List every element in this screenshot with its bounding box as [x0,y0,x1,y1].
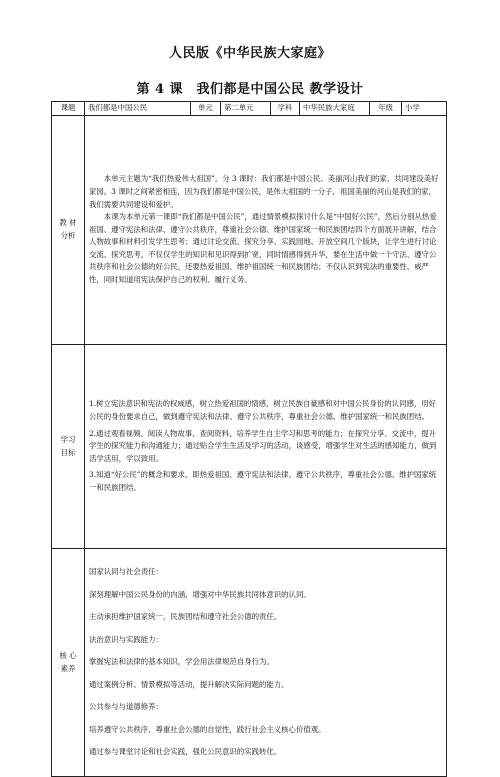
analysis-label [52,116,85,345]
analysis-paragraph: 本课为本单元第一课即“我们都是中国公民”，通过情景模拟探讨什么是“中国好公民”，然后分别从热爱祖国、遵守宪法和法律、遵守公共秩序，尊重社会公德、维护国家统一和民族团结四个方面展开讲解，结合人物故事和材料引发学生思考；通过讨论交流、探究分享、实践园地、开放空间几个版块，让学生进行讨论交流、探究思考，不仅仅学生的知识和见识得到扩宽，同时情感得到升华，要在生活中做一个守法、遵守公共秩序和社会公德的好公民，还要热爱祖国、维护祖国统一和民族团结；不仅认识到宪法的重要性、威严性，同时知道用宪法保护自己的权利、履行义务。 [89,212,437,285]
literacy-row [52,549,447,777]
goals-label [52,345,85,549]
analysis-content [85,116,447,345]
literacy-line: 主动承担维护国家统一、民族团结和遵守社会公德的责任。 [89,612,282,622]
grade-label: 年级 [370,102,402,116]
literacy-line: 国家认同与社会责任： [89,567,163,577]
lesson-value: 我们都是中国公民 [85,102,191,116]
lesson-plan-table [51,101,447,777]
analysis-label-text: 教 材 分析 [59,218,77,240]
goals-row [52,345,447,549]
literacy-line: 掌握宪法和法律的基本知识，学会用法律规范自身行为。 [89,657,274,667]
document-title: 人民版《中华民族大家庭》 [168,46,331,61]
literacy-line: 公共参与与道德修养： [89,702,163,712]
goals-content [85,345,447,549]
literacy-label [52,549,85,777]
info-row [52,102,447,116]
analysis-row [52,116,447,345]
literacy-label-text: 核 心 素养 [59,650,77,673]
goal-item: 2.通过观看视频、阅读人物故事、查阅资料，培养学生自主学习和思考的能力；在探究分享、交流中，提升学生的探究能力和沟通能力；通过贴合学生生活及学习的活动，谈感受，增强学生对生活的感知能力，做到活学活用，学以致用。 [89,428,437,463]
goals-label-text: 学习 目标 [60,434,76,457]
literacy-line: 培养遵守公共秩序、尊重社会公德的自觉性，践行社会主义核心价值观。 [89,724,326,734]
literacy-content [85,549,447,777]
literacy-line: 法治意识与实践能力： [89,634,163,644]
lesson-label: 课题 [52,102,85,116]
document-subtitle: 第 4 课 我们都是中国公民 教学设计 [136,82,364,97]
analysis-paragraph: 本单元主题为“我们热爱伟大祖国”，分 3 课时：我们都是中国公民、美丽河山我们的家、共同建设美好家园。3 课时之间紧密相连，因为我们都是中国公民，是伟大祖国的一分子，祖国美丽的河山是我们的家，我们需要共同建设和爱护。 [89,174,439,209]
goal-item: 3.知道“好公民”的概念和要求，即热爱祖国、遵守宪法和法律、遵守公共秩序，尊重社会公德、维护国家统一和民族团结。 [89,470,437,492]
literacy-line: 通过参与课堂讨论和社会实践，强化公民意识的实践转化。 [89,747,282,757]
goal-item: 1.树立宪法意识和宪法的权威感，树立热爱祖国的情感，树立民族自豪感和对中国公民身份的认同感，用好公民的身份要求自己，做到遵守宪法和法律、遵守公共秩序，尊重社会公德、维护国家统一和民族团结。 [89,399,437,422]
unit-label: 单元 [191,102,221,116]
subject-label: 学科 [271,102,300,116]
literacy-line: 深刻理解中国公民身份的内涵，增强对中华民族共同体意识的认同。 [89,589,311,599]
literacy-line: 通过案例分析、情景模拟等活动，提升解决实际问题的能力。 [89,679,289,689]
grade-value: 小学 [402,102,447,116]
unit-value: 第二单元 [221,102,271,116]
subject-value: 中华民族大家庭 [300,102,370,116]
